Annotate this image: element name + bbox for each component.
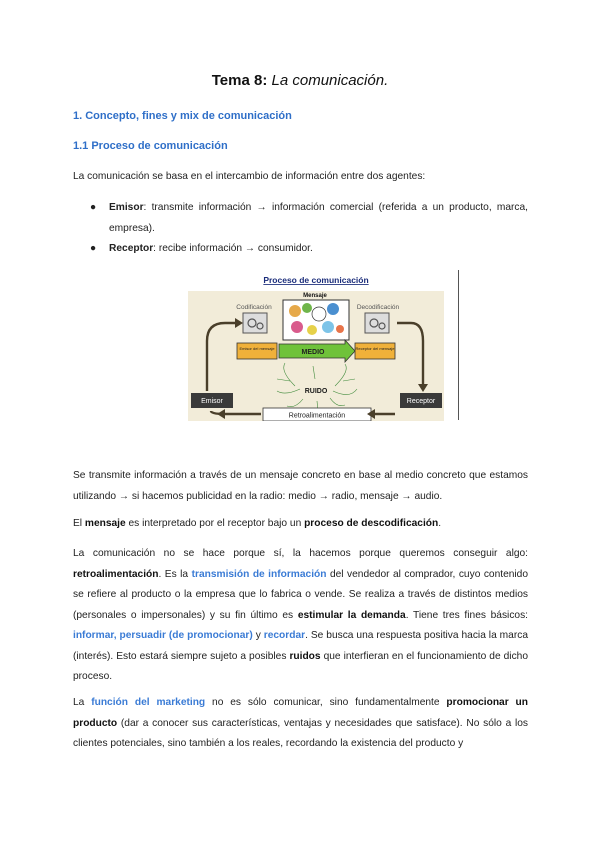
agents-list [73,198,528,260]
codificacion-icon [243,313,267,333]
medio-label: MEDIO [301,349,325,356]
paragraph-retroalimentacion [73,544,528,688]
highlight-term: transmisión de información [191,568,327,580]
text: y [252,630,264,641]
text: (dar a conocer sus características, ventajas y necesidades que satisface). No sólo a los clientes potenciales, sino también a los reales, recordando la existencia del producto y [73,717,528,749]
term-receptor: Receptor [109,243,154,254]
text: . [438,518,442,529]
term-emisor-text: : transmite información → información comercial (referida a un producto, marca, empresa). [109,202,528,234]
list-item [73,239,528,260]
paragraph-marketing [73,693,528,755]
bold-term: estimular la demanda [297,609,406,621]
paragraph-medio: Se transmite información a través de un mensaje concreto en base al medio concreto que estamos utilizando → si hacemos publicidad en la radio: medio → radio, mensaje → audio. [73,470,528,502]
bold-term: proceso de descodificación [304,518,439,529]
title-number: Tema 8: [211,72,268,89]
text: La [73,697,92,708]
title-text: La comunicación. [271,72,389,89]
speech-bubble-icon [336,325,344,333]
text: . Es la [158,568,192,580]
bullet-icon: ● [90,202,97,213]
highlight-term: recordar [263,630,306,641]
bold-term: mensaje [84,518,126,529]
section-heading: 1. Concepto, fines y mix de comunicación [73,110,292,122]
speech-bubble-icon [327,303,339,315]
speech-bubble-icon [291,321,303,333]
speech-bubble-icon [289,305,301,317]
text: no es sólo comunicar, sino fundamentalmente [205,697,447,708]
term-emisor: Emisor [109,202,144,213]
emisor-label: Emisor [201,398,223,405]
subsection-heading: 1.1 Proceso de comunicación [73,140,228,152]
text: . Se busca una respuesta positiva hacia la marca (interés). Esto estará siempre sujeto a posibles [73,630,528,662]
bold-term: promocionar un producto [73,697,529,729]
text: La comunicación no se hace porque sí, la hacemos porque queremos conseguir algo: [73,548,528,559]
intro-paragraph: La comunicación se basa en el intercambio de información entre dos agentes: [73,171,426,182]
highlight-term: informar, persuadir (de promocionar) [73,630,253,641]
speech-bubble-icon [322,321,334,333]
bold-term: ruidos [289,650,321,662]
text: . Tiene tres fines básicos: [405,609,529,621]
receptor-mensaje-label: Receptor del mensaje [355,346,395,351]
speech-bubble-icon [312,307,326,321]
decodificacion-label: Decodificación [356,304,400,311]
retroalimentacion-label: Retroalimentación [288,412,346,420]
receptor-label: Receptor [406,398,436,405]
margin-line [458,270,459,420]
term-receptor-text: : recibe información → consumidor. [153,243,313,254]
bold-term: retroalimentación [73,568,159,580]
page-title [0,72,600,89]
decodificacion-icon [365,313,389,333]
highlight-term: función del marketing [91,697,206,708]
paragraph-mensaje [73,514,528,535]
speech-bubble-icon [307,325,317,335]
list-item [73,198,528,239]
emisor-mensaje-label: Emisor del mensaje [239,346,275,351]
ruido-label: RUIDO [304,388,328,395]
text: El [73,518,85,529]
speech-bubble-icon [302,303,312,313]
codificacion-label: Codificación [236,304,272,311]
bullet-icon: ● [90,243,97,254]
text: del vendedor al comprador, cuyo contenido se refiere al producto o la empresa que lo fabrica o vende. Se realiza a través de distintos medios (personales o impersonales) y su fin último es [73,568,529,621]
text: es interpretado por el receptor bajo un [125,518,305,529]
diagram-mensaje-label: Mensaje [303,293,327,299]
communication-process-diagram [185,271,447,421]
text: que interfieran en el funcionamiento de dicho proceso. [73,650,528,682]
diagram-title: Proceso de comunicación [263,275,369,285]
